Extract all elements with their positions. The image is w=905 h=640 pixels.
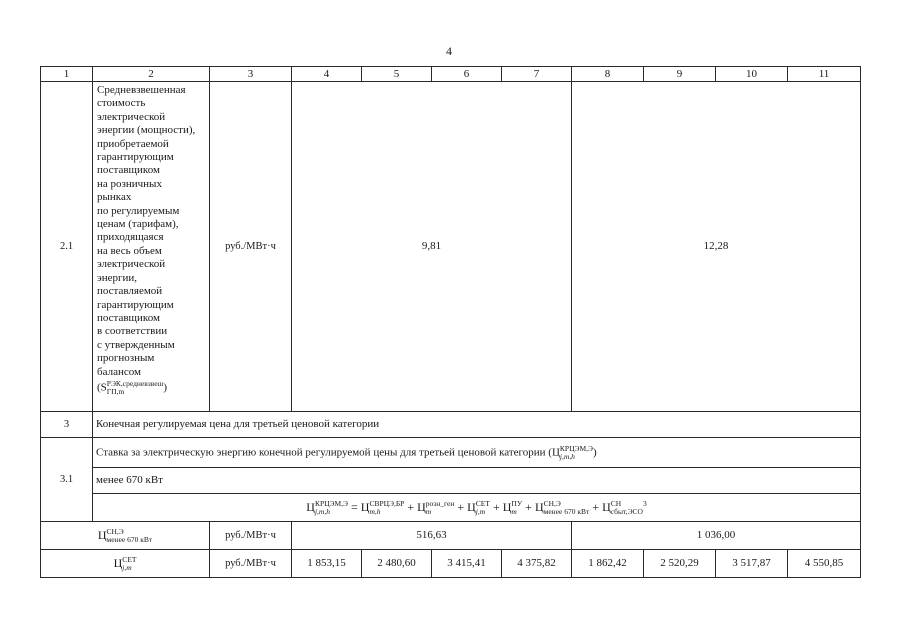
section-title: Конечная регулируемая цена для третьей ценовой категории — [93, 412, 861, 438]
column-number: 4 — [292, 67, 362, 82]
row-3-1-formula — [41, 494, 861, 522]
tariff-table — [40, 66, 861, 578]
value-cell: 12,28 — [572, 82, 861, 412]
value-cell: 4 550,85 — [788, 550, 861, 578]
row-cset — [41, 550, 861, 578]
page-number: 4 — [446, 44, 452, 58]
column-number: 5 — [362, 67, 432, 82]
column-number: 8 — [572, 67, 644, 82]
column-number: 6 — [432, 67, 502, 82]
unit-cell: руб./МВт·ч — [210, 522, 292, 550]
row-3-1-title — [41, 438, 861, 468]
cset-symbol: Ц СЕТ j,m — [41, 550, 210, 578]
value-cell: 3 517,87 — [716, 550, 788, 578]
column-number: 7 — [502, 67, 572, 82]
column-number: 9 — [644, 67, 716, 82]
column-number: 2 — [93, 67, 210, 82]
value-cell: 2 480,60 — [362, 550, 432, 578]
unit-cell: руб./МВт·ч — [210, 550, 292, 578]
footnote-mark: 3 — [642, 499, 647, 509]
value-cell: 1 862,42 — [572, 550, 644, 578]
row-number: 2.1 — [41, 82, 93, 412]
row-csn — [41, 522, 861, 550]
row-3-1-subtitle — [41, 468, 861, 494]
value-cell: 2 520,29 — [644, 550, 716, 578]
rate-subtitle: менее 670 кВт — [93, 468, 861, 494]
column-number: 1 — [41, 67, 93, 82]
row-2-1 — [41, 82, 861, 412]
column-number-row — [41, 67, 861, 82]
column-number: 3 — [210, 67, 292, 82]
row-2-1-description: Средневзвешенная стоимость электрической энергии (мощности), приобретаемой гарантирующим поставщиком на розничных рынках по регулируемым ценам (тарифам), приходящаяся на весь объем электрической энергии, поставляемой гарантирующим поставщиком в соответствии с утвержденным прогнозным балансом (S РЭК,средневзвеш ГП,m ) — [93, 82, 210, 412]
value-cell: 516,63 — [292, 522, 572, 550]
column-number: 10 — [716, 67, 788, 82]
unit-cell: руб./МВт·ч — [210, 82, 292, 412]
csn-symbol: Ц СН,Э менее 670 кВт — [41, 522, 210, 550]
value-cell: 1 853,15 — [292, 550, 362, 578]
symbol-s-rek: (S РЭК,средневзвеш ГП,m ) — [97, 378, 168, 396]
price-formula: Ц КРЦЭМ,Э j,m,h = Ц СВРЦЭ,БР m,h + Ц розн_ген m + Ц СЕТ j,m + Ц ПУ m + Ц СН,Э менее 670 кВт + Ц СН сбыт,ЭСО $^3$ — [93, 494, 861, 522]
rate-title: Ставка за электрическую энергию конечной регулируемой цены для третьей ценовой категории (Ц КРЦЭМ,Э j,m,h ) — [93, 438, 861, 468]
row-number: 3 — [41, 412, 93, 438]
row-number: 3.1 — [41, 438, 93, 522]
value-cell: 3 415,41 — [432, 550, 502, 578]
value-cell: 1 036,00 — [572, 522, 861, 550]
value-cell: 9,81 — [292, 82, 572, 412]
value-cell: 4 375,82 — [502, 550, 572, 578]
column-number: 11 — [788, 67, 861, 82]
row-3 — [41, 412, 861, 438]
